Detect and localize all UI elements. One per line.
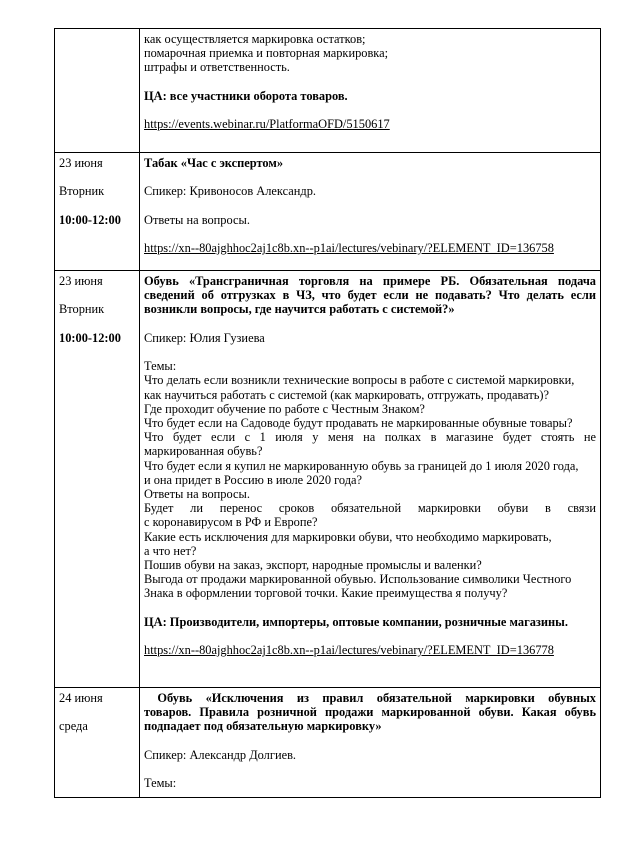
table-row [55, 153, 601, 271]
event-weekday: среда [59, 719, 88, 734]
event-weekday: Вторник [59, 184, 105, 199]
topics-label: Темы: [144, 359, 177, 374]
event-title-line: товаров. Правила розничной продажи маркированной обуви. Какая обувь [144, 705, 596, 720]
date-cell [55, 153, 140, 271]
speaker-text: Спикер: Юлия Гузиева [144, 330, 265, 345]
event-time: 10:00-12:00 [59, 330, 121, 345]
table-row [55, 688, 601, 798]
event-title-line: подпадает под обязательную маркировку» [144, 719, 382, 734]
topic-line: Где проходит обучение по работе с Честным Знаком? [144, 401, 425, 416]
event-time: 10:00-12:00 [59, 212, 121, 227]
topic-line: Ответы на вопросы. [144, 487, 250, 502]
event-date: 24 июня [59, 691, 103, 705]
webinar-schedule-table [54, 28, 601, 798]
audience-text: ЦА: Производители, импортеры, оптовые компании, розничные магазины. [144, 614, 568, 629]
speaker-text: Спикер: Кривоносов Александр. [144, 184, 317, 199]
topic-line: Будет ли перенос сроков обязательной маркировки обуви в связи [144, 501, 596, 516]
audience-text: ЦА: все участники оборота товаров. [144, 88, 348, 103]
topic-line: Что делать если возникли технические вопросы в работе с системой маркировки, [144, 373, 575, 388]
webinar-link[interactable]: https://events.webinar.ru/PlatformaOFD/5150617 [144, 117, 390, 132]
note-text: Ответы на вопросы. [144, 212, 250, 227]
topic-line: а что нет? [144, 543, 197, 558]
description-cell [140, 688, 601, 798]
event-title-line: Обувь «Трансграничная торговля на примере РБ. Обязательная подача [144, 274, 596, 288]
topic-line: как научиться работать с системой (как маркировать, отгружать, продавать)? [144, 387, 550, 402]
table-row [55, 271, 601, 688]
event-title-line: сведений об отгрузках в ЧЗ, что будет если не подавать? Что делать если [144, 288, 596, 303]
description-cell [140, 153, 601, 271]
topic-line: маркированная обувь? [144, 444, 263, 459]
table-row [55, 29, 601, 153]
date-cell [55, 29, 140, 153]
description-line: штрафы и ответственность. [144, 60, 290, 75]
description-cell [140, 29, 601, 153]
topic-line: с коронавирусом в РФ и Европе? [144, 515, 318, 530]
webinar-link[interactable]: https://xn--80ajghhoc2aj1c8b.xn--p1ai/lectures/vebinary/?ELEMENT_ID=136758 [144, 241, 554, 256]
event-title-line: возникли вопросы, где научится работать с системой?» [144, 302, 455, 317]
date-cell [55, 271, 140, 688]
event-weekday: Вторник [59, 302, 105, 317]
topic-line: Что будет если на Садоводе будут продавать не маркированные обувные товары? [144, 416, 573, 430]
topic-line: и она придет в Россию в июле 2020 года? [144, 472, 363, 487]
date-cell [55, 688, 140, 798]
event-date: 23 июня [59, 274, 103, 288]
description-line: помарочная приемка и повторная маркировка; [144, 46, 389, 61]
topic-line: Какие есть исключения для маркировки обуви, что необходимо маркировать, [144, 529, 552, 544]
topic-line: Что будет если с 1 июля у меня на полках в магазине будет стоять не [144, 430, 596, 445]
event-title-line: Обувь «Исключения из правил обязательной маркировки обувных [144, 691, 596, 705]
topic-line: Выгода от продажи маркированной обувью. Использование символики Честного [144, 572, 572, 587]
event-date: 23 июня [59, 156, 103, 170]
topic-line: Пошив обуви на заказ, экспорт, народные промыслы и валенки? [144, 558, 482, 573]
description-cell [140, 271, 601, 688]
webinar-link[interactable]: https://xn--80ajghhoc2aj1c8b.xn--p1ai/lectures/vebinary/?ELEMENT_ID=136778 [144, 643, 554, 658]
event-title: Табак «Час с экспертом» [144, 156, 284, 170]
topic-line: Знака в оформлении торговой точки. Какие преимущества я получу? [144, 586, 508, 601]
description-line: как осуществляется маркировка остатков; [144, 32, 366, 46]
topic-line: Что будет если я купил не маркированную обувь за границей до 1 июля 2020 года, [144, 458, 579, 473]
speaker-text: Спикер: Александр Долгиев. [144, 747, 297, 762]
topics-label: Темы: [144, 776, 177, 791]
